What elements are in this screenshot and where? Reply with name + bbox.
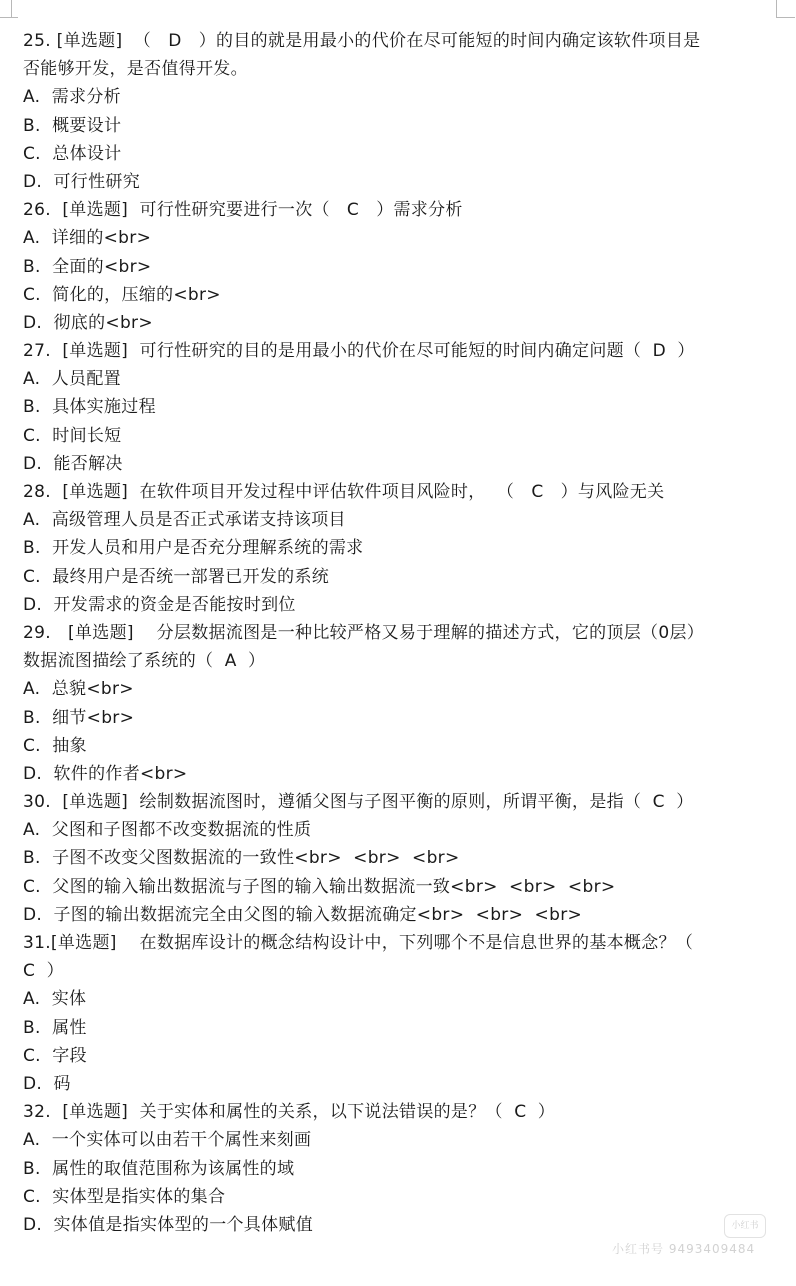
question-stem: 30. [单选题] 绘制数据流图时，遵循父图与子图平衡的原则，所谓平衡，是指（ C ） — [23, 792, 694, 813]
answer-option: A. 详细的<br> — [23, 228, 152, 249]
answer-option: D. 开发需求的资金是否能按时到位 — [23, 594, 296, 615]
answer-option: D. 软件的作者<br> — [23, 763, 188, 784]
question-block — [23, 929, 785, 1098]
question-block — [23, 788, 785, 929]
answer-option: A. 需求分析 — [23, 87, 121, 108]
answer-option: D. 实体值是指实体型的一个具体赋值 — [23, 1214, 314, 1235]
question-block — [23, 27, 785, 196]
question-stem: 32. [单选题] 关于实体和属性的关系，以下说法错误的是？（ C ） — [23, 1102, 556, 1123]
question-stem: 否能够开发，是否值得开发。 — [23, 59, 248, 80]
answer-option: B. 细节<br> — [23, 707, 135, 728]
watermark-text: 小红书号 9493409484 — [612, 1242, 756, 1256]
answer-option: B. 属性 — [23, 1017, 87, 1038]
answer-option: A. 一个实体可以由若干个属性来刻画 — [23, 1130, 312, 1151]
answer-option: C. 简化的，压缩的<br> — [23, 284, 221, 305]
answer-option: D. 子图的输出数据流完全由父图的输入数据流确定<br> <br> <br> — [23, 904, 583, 925]
answer-option: C. 字段 — [23, 1045, 87, 1066]
question-stem: 31.[单选题] 在数据库设计的概念结构设计中，下列哪个不是信息世界的基本概念？（ — [23, 933, 694, 953]
question-stem: C ） — [23, 961, 64, 982]
answer-option: B. 开发人员和用户是否充分理解系统的需求 — [23, 538, 364, 559]
question-block — [23, 196, 785, 337]
question-stem: 26. [单选题] 可行性研究要进行一次（ C ）需求分析 — [23, 200, 463, 221]
answer-option: B. 全面的<br> — [23, 256, 152, 277]
question-block — [23, 337, 785, 478]
question-stem: 27. [单选题] 可行性研究的目的是用最小的代价在尽可能短的时间内确定问题（ D ） — [23, 341, 695, 362]
answer-option: B. 属性的取值范围称为该属性的域 — [23, 1158, 295, 1179]
answer-option: C. 父图的输入输出数据流与子图的输入输出数据流一致<br> <br> <br> — [23, 876, 616, 897]
question-stem: 数据流图描绘了系统的（ A ） — [23, 651, 266, 672]
question-stem: 25. [单选题] （ D ）的目的就是用最小的代价在尽可能短的时间内确定该软件项目是 — [23, 31, 701, 51]
answer-option: D. 码 — [23, 1073, 71, 1094]
answer-option: C. 时间长短 — [23, 425, 122, 446]
answer-option: B. 子图不改变父图数据流的一致性<br> <br> <br> — [23, 848, 460, 869]
answer-option: C. 最终用户是否统一部署已开发的系统 — [23, 566, 330, 587]
answer-option: A. 高级管理人员是否正式承诺支持该项目 — [23, 510, 346, 531]
question-list — [23, 27, 785, 1239]
answer-option: C. 抽象 — [23, 735, 87, 756]
question-block — [23, 619, 785, 788]
answer-option: B. 概要设计 — [23, 115, 122, 136]
question-block — [23, 478, 785, 619]
crop-mark-right-h — [777, 17, 795, 18]
answer-option: B. 具体实施过程 — [23, 397, 156, 418]
question-stem: 29. [单选题] 分层数据流图是一种比较严格又易于理解的描述方式，它的顶层（0层） — [23, 622, 705, 643]
answer-option: A. 父图和子图都不改变数据流的性质 — [23, 820, 312, 841]
answer-option: C. 实体型是指实体的集合 — [23, 1186, 226, 1207]
question-block — [23, 1098, 785, 1239]
answer-option: D. 能否解决 — [23, 453, 123, 474]
crop-mark-right — [776, 0, 777, 18]
answer-option: C. 总体设计 — [23, 143, 122, 164]
answer-option: A. 人员配置 — [23, 369, 121, 390]
answer-option: A. 实体 — [23, 989, 87, 1010]
answer-option: D. 彻底的<br> — [23, 312, 153, 333]
crop-mark-left — [11, 0, 12, 18]
question-stem: 28. [单选题] 在软件项目开发过程中评估软件项目风险时， （ C ）与风险无关 — [23, 482, 665, 502]
crop-mark-left-h — [0, 17, 18, 18]
answer-option: D. 可行性研究 — [23, 171, 141, 192]
answer-option: A. 总貌<br> — [23, 679, 134, 700]
watermark-logo: 小红书 — [724, 1214, 766, 1238]
